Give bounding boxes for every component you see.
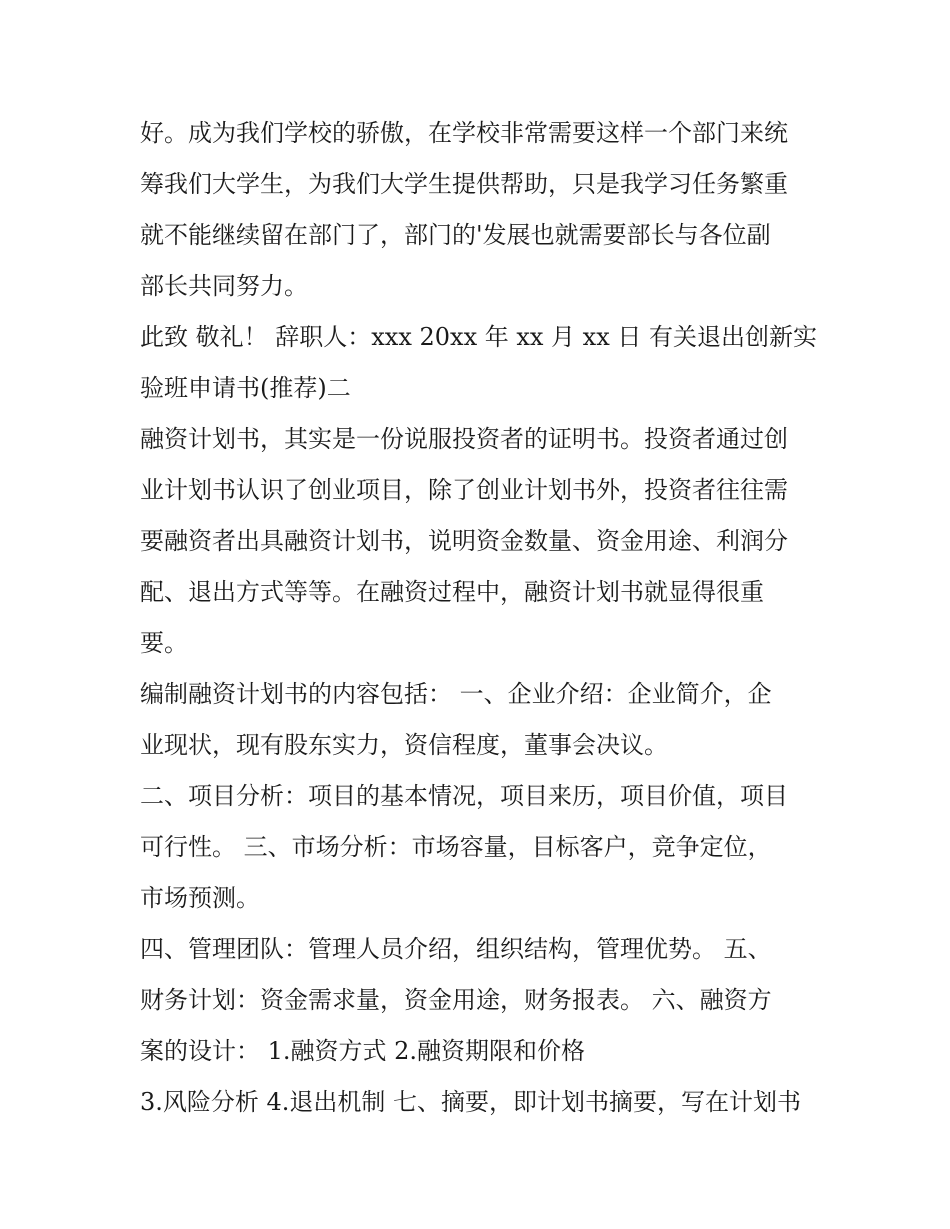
paragraph-6 — [140, 924, 820, 1077]
text-line: 编制融资计划书的内容包括： 一、企业介绍：企业简介，企 — [140, 680, 772, 708]
text-line: 二、项目分析：项目的基本情况，项目来历，项目价值，项目 — [140, 782, 788, 810]
text-line: 筹我们大学生，为我们大学生提供帮助，只是我学习任务繁重 — [140, 170, 788, 198]
text-line: 验班申请书(推荐)二 — [140, 374, 351, 402]
paragraph-2 — [140, 312, 820, 414]
text-line: 案的设计： 1.融资方式 2.融资期限和价格 — [140, 1037, 586, 1065]
text-line: 此致 敬礼！ 辞职人：xxx 20xx 年 xx 月 xx 日 有关退出创新实 — [140, 323, 818, 351]
text-line: 业计划书认识了创业项目，除了创业计划书外，投资者往往需 — [140, 476, 788, 504]
text-line: 财务计划：资金需求量，资金用途，财务报表。 六、融资方 — [140, 986, 772, 1014]
text-line: 业现状，现有股东实力，资信程度，董事会决议。 — [140, 731, 668, 759]
text-line: 四、管理团队：管理人员介绍，组织结构，管理优势。 五、 — [140, 935, 772, 963]
text-line: 可行性。 三、市场分析：市场容量，目标客户，竞争定位， — [140, 833, 772, 861]
text-line: 融资计划书，其实是一份说服投资者的证明书。投资者通过创 — [140, 425, 788, 453]
paragraph-7 — [140, 1077, 820, 1128]
document-body — [140, 108, 820, 1128]
paragraph-1 — [140, 108, 820, 312]
text-line: 3.风险分析 4.退出机制 七、摘要，即计划书摘要，写在计划书 — [140, 1088, 802, 1116]
paragraph-5 — [140, 771, 820, 924]
text-line: 部长共同努力。 — [140, 272, 308, 300]
text-line: 要。 — [140, 629, 188, 657]
text-line: 要融资者出具融资计划书，说明资金数量、资金用途、利润分 — [140, 527, 788, 555]
paragraph-4 — [140, 669, 820, 771]
text-line: 好。成为我们学校的骄傲，在学校非常需要这样一个部门来统 — [140, 119, 788, 147]
text-line: 就不能继续留在部门了，部门的'发展也就需要部长与各位副 — [140, 221, 771, 249]
paragraph-3 — [140, 414, 820, 669]
text-line: 市场预测。 — [140, 884, 260, 912]
text-line: 配、退出方式等等。在融资过程中，融资计划书就显得很重 — [140, 578, 764, 606]
